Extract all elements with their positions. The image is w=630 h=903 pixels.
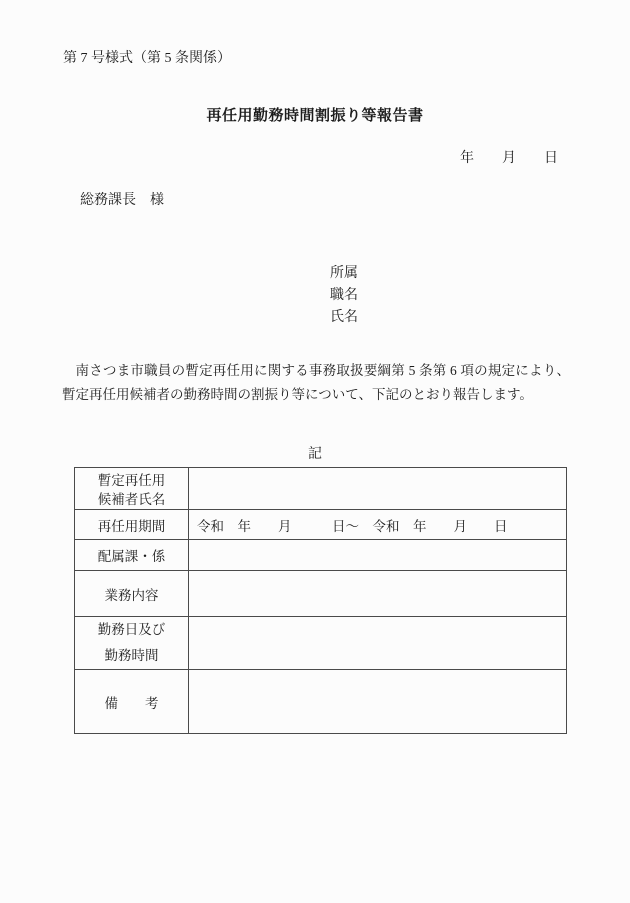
row-label-assigned-section bbox=[75, 540, 189, 571]
cell-assigned-section bbox=[189, 540, 567, 571]
cell-work-description bbox=[189, 571, 567, 617]
table-row-reappointment-period bbox=[75, 510, 567, 540]
cell-candidate-name bbox=[189, 468, 567, 510]
sender-name-label: 氏名 bbox=[330, 310, 358, 325]
label-line: 業務内容 bbox=[104, 587, 159, 603]
label-line: 暫定再任用 bbox=[97, 473, 166, 488]
row-label-remarks bbox=[75, 670, 189, 734]
table-row-remarks bbox=[75, 670, 567, 734]
table-row-assigned-section bbox=[75, 540, 567, 571]
form-number: 第 7 号様式（第 5 条関係） bbox=[63, 51, 231, 66]
sender-affiliation-label: 所属 bbox=[330, 266, 358, 281]
label-line: 再任用期間 bbox=[97, 518, 166, 534]
table-row-work-description bbox=[75, 571, 567, 617]
body-paragraph: 南さつま市職員の暫定再任用に関する事務取扱要綱第 5 条第 6 項の規定により、暫定再任用候補者の勤務時間の割振り等について、下記のとおり報告します。 bbox=[62, 363, 570, 402]
row-label-reappointment-period bbox=[75, 510, 189, 540]
cell-work-days-hours bbox=[189, 617, 567, 670]
cell-reappointment-period: 令和 年 月 日～ 令和 年 月 日 bbox=[189, 510, 567, 540]
label-line: 候補者氏名 bbox=[97, 492, 166, 507]
row-label-candidate-name bbox=[75, 468, 189, 510]
label-line: 配属課・係 bbox=[97, 549, 166, 564]
label-line: 備 考 bbox=[104, 695, 159, 711]
date-line: 年 月 日 bbox=[460, 151, 558, 166]
row-label-work-days-hours bbox=[75, 617, 189, 670]
table-row-work-days-hours bbox=[75, 617, 567, 670]
table-row-candidate-name bbox=[75, 468, 567, 510]
label-line: 勤務日及び bbox=[97, 622, 166, 637]
addressee: 総務課長 様 bbox=[80, 193, 164, 208]
label-line: 勤務時間 bbox=[104, 648, 159, 663]
document-title: 再任用勤務時間割振り等報告書 bbox=[206, 108, 424, 124]
sender-block bbox=[330, 263, 358, 329]
report-table bbox=[74, 467, 567, 734]
cell-remarks bbox=[189, 670, 567, 734]
sender-job-title-label: 職名 bbox=[330, 288, 358, 303]
row-label-work-description bbox=[75, 571, 189, 617]
record-heading: 記 bbox=[308, 447, 322, 462]
